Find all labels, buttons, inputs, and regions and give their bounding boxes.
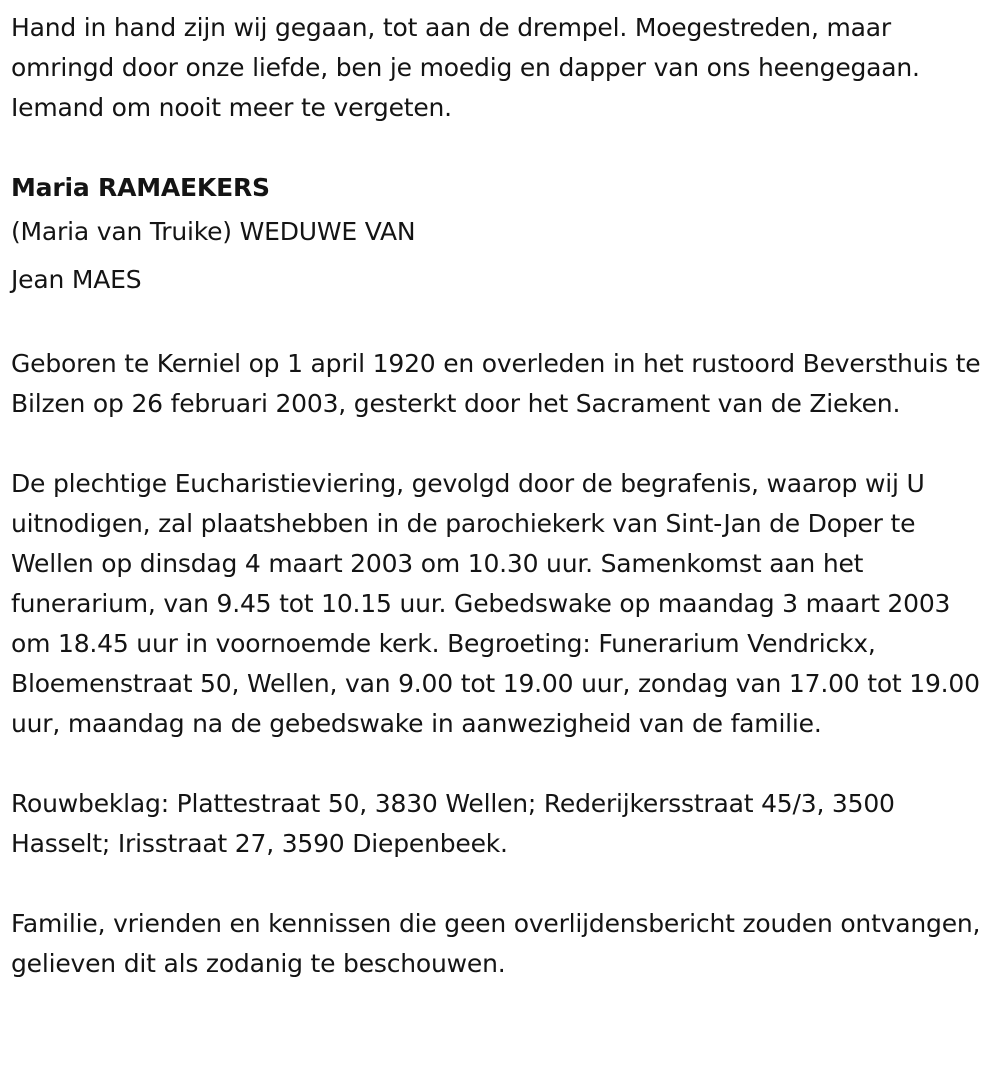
spacer bbox=[11, 864, 988, 904]
ceremony-paragraph: De plechtige Eucharistieviering, gevolgd door de begrafenis, waarop wij U uitnodigen, zal plaatshebben in de parochiekerk van Sint-Jan de Doper te Wellen op dinsdag 4 maart 2003 om 10.30 uur. Samenkomst aan het funerarium, van 9.45 tot 10.15 uur. Gebedswake op maandag 3 maart 2003 om 18.45 uur in voornoemde kerk. Begroeting: Funerarium Vendrickx, Bloemenstraat 50, Wellen, van 9.00 tot 19.00 uur, zondag van 17.00 tot 19.00 uur, maandag na de gebedswake in aanwezigheid van de familie. bbox=[11, 469, 980, 738]
intro-paragraph: Hand in hand zijn wij gegaan, tot aan de drempel. Moegestreden, maar omringd door onze liefde, ben je moedig en dapper van ons heengegaan. Iemand om nooit meer te vergeten. bbox=[11, 13, 920, 122]
condolences-paragraph: Rouwbeklag: Plattestraat 50, 3830 Wellen; Rederijkersstraat 45/3, 3500 Hasselt; Irisstraat 27, 3590 Diepenbeek. bbox=[11, 789, 895, 858]
deceased-alias: (Maria van Truike) WEDUWE VAN bbox=[11, 217, 416, 246]
closing-paragraph: Familie, vrienden en kennissen die geen overlijdensbericht zouden ontvangen, gelieven dit als zodanig te beschouwen. bbox=[11, 909, 981, 978]
birth-death-paragraph: Geboren te Kerniel op 1 april 1920 en overleden in het rustoord Beversthuis te Bilzen op 26 februari 2003, gesterkt door het Sacrament van de Zieken. bbox=[11, 349, 981, 418]
spacer bbox=[11, 128, 988, 168]
deceased-name: Maria RAMAEKERS bbox=[11, 173, 270, 202]
spouse-name: Jean MAES bbox=[11, 265, 142, 294]
spacer bbox=[11, 304, 988, 344]
spacer bbox=[11, 744, 988, 784]
spacer bbox=[11, 424, 988, 464]
